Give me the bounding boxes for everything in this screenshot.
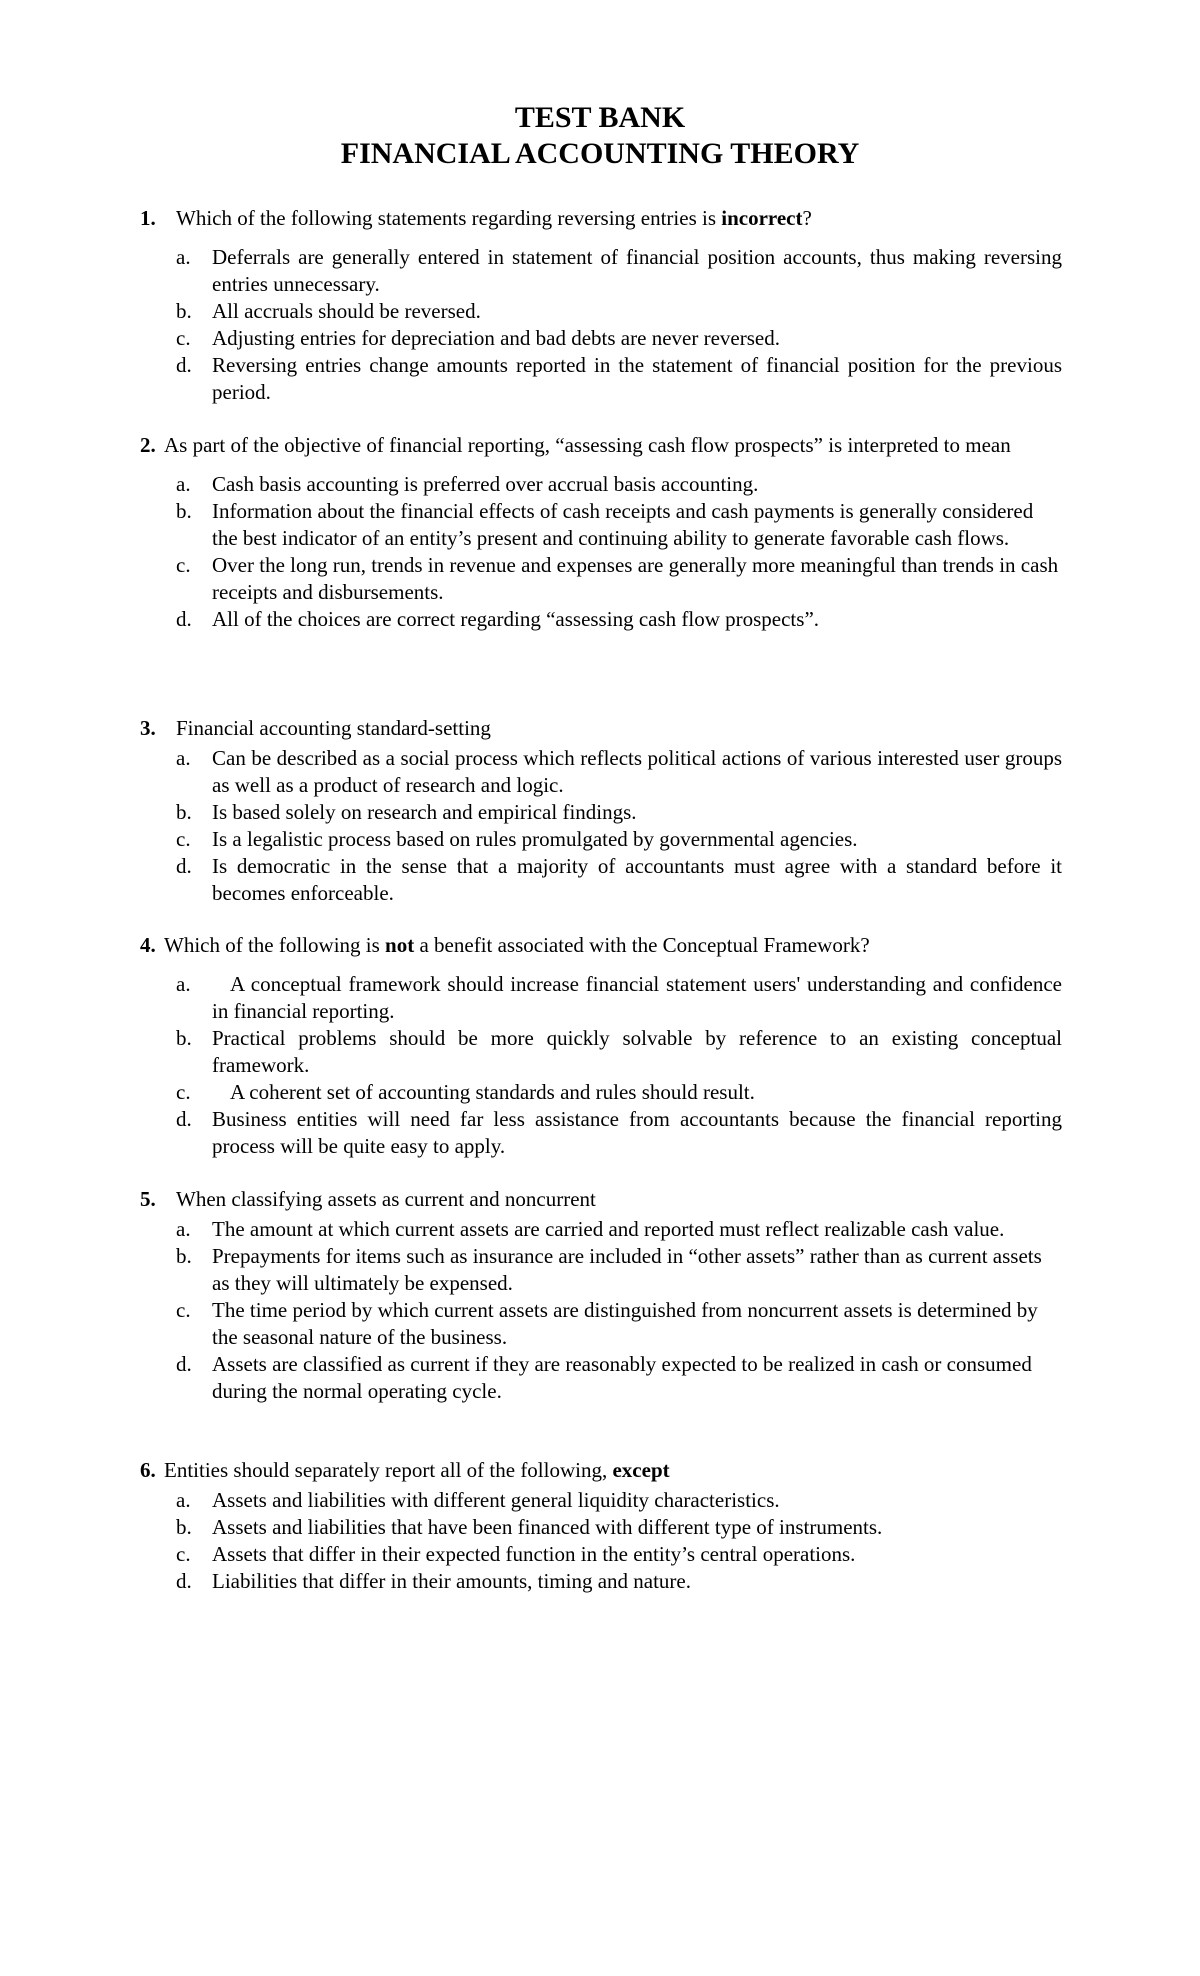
answer-option (140, 552, 1062, 606)
option-text: Liabilities that differ in their amounts, timing and nature. (212, 1569, 692, 1593)
answer-options (140, 1487, 1062, 1595)
question-stem (140, 432, 1062, 459)
answer-option (140, 244, 1062, 298)
answer-options (140, 1216, 1062, 1405)
answer-options (140, 244, 1062, 406)
question-stem-text: Which of the following statements regarding reversing entries is (176, 206, 722, 230)
question-stem-text: Entities should separately report all of the following, (164, 1458, 613, 1482)
question-4 (140, 932, 1062, 1160)
question-number: 5. (140, 1187, 156, 1211)
option-text: Is based solely on research and empirical findings. (212, 800, 637, 824)
option-text: The amount at which current assets are carried and reported must reflect realizable cash value. (212, 1217, 1005, 1241)
option-label: b. (176, 800, 192, 824)
question-stem-suffix: ? (802, 206, 812, 230)
question-stem-text: Which of the following is (164, 933, 386, 957)
question-6 (140, 1457, 1062, 1595)
option-text: A coherent set of accounting standards and rules should result. (230, 1080, 755, 1104)
option-label: c. (176, 326, 191, 350)
question-3 (140, 715, 1062, 907)
option-label: b. (176, 1244, 192, 1268)
option-label: a. (176, 245, 191, 269)
answer-option (140, 1568, 1062, 1595)
answer-option (140, 1514, 1062, 1541)
question-stem-text: When classifying assets as current and noncurrent (176, 1187, 596, 1211)
question-number: 3. (140, 716, 156, 740)
question-stem-text: As part of the objective of financial reporting, “assessing cash flow prospects” is interpreted to mean (164, 433, 1011, 457)
question-2 (140, 432, 1062, 633)
question-stem (140, 205, 1062, 232)
question-stem-text: Financial accounting standard-setting (176, 716, 491, 740)
document-title (0, 100, 1200, 172)
option-text: Business entities will need far less assistance from accountants because the financial reporting process will be quite easy to apply. (212, 1107, 1062, 1158)
option-text: Prepayments for items such as insurance are included in “other assets” rather than as current assets as they will ultimately be expensed. (212, 1244, 1042, 1295)
option-label: c. (176, 1298, 191, 1322)
option-label: d. (176, 1352, 192, 1376)
option-text: All of the choices are correct regarding “assessing cash flow prospects”. (212, 607, 820, 631)
answer-option (140, 1541, 1062, 1568)
question-stem (140, 1186, 1062, 1213)
option-label: a. (176, 1488, 191, 1512)
option-label: d. (176, 1107, 192, 1131)
option-label: a. (176, 472, 191, 496)
question-number: 6. (140, 1458, 156, 1482)
option-label: c. (176, 553, 191, 577)
question-stem (140, 932, 1062, 959)
question-stem-suffix: a benefit associated with the Conceptual Framework? (414, 933, 870, 957)
answer-option (140, 1216, 1062, 1243)
answer-option (140, 325, 1062, 352)
answer-option (140, 853, 1062, 907)
option-text: A conceptual framework should increase financial statement users' understanding and confidence in financial reporting. (212, 972, 1062, 1023)
option-label: a. (176, 1217, 191, 1241)
answer-option (140, 1079, 1062, 1106)
option-label: a. (176, 746, 191, 770)
question-stem (140, 715, 1062, 742)
option-label: d. (176, 353, 192, 377)
option-label: a. (176, 972, 191, 996)
answer-option (140, 799, 1062, 826)
answer-option (140, 1487, 1062, 1514)
option-text: Is a legalistic process based on rules promulgated by governmental agencies. (212, 827, 858, 851)
answer-option (140, 1025, 1062, 1079)
answer-options (140, 745, 1062, 907)
option-text: Practical problems should be more quickly solvable by reference to an existing conceptual framework. (212, 1026, 1062, 1077)
option-text: Cash basis accounting is preferred over accrual basis accounting. (212, 472, 759, 496)
option-text: Reversing entries change amounts reported in the statement of financial position for the previous period. (212, 353, 1062, 404)
option-text: The time period by which current assets are distinguished from noncurrent assets is determined by the seasonal nature of the business. (212, 1298, 1038, 1349)
question-stem-emphasis: except (612, 1458, 670, 1482)
answer-options (140, 971, 1062, 1160)
option-label: d. (176, 607, 192, 631)
answer-option (140, 606, 1062, 633)
question-stem (140, 1457, 1062, 1484)
option-label: c. (176, 1080, 191, 1104)
title-line-1: TEST BANK (514, 101, 686, 134)
option-text: Assets that differ in their expected function in the entity’s central operations. (212, 1542, 856, 1566)
option-text: Assets are classified as current if they are reasonably expected to be realized in cash or consumed during the normal operating cycle. (212, 1352, 1032, 1403)
question-stem-emphasis: incorrect (721, 206, 803, 230)
option-label: c. (176, 1542, 191, 1566)
question-number: 2. (140, 433, 156, 457)
answer-option (140, 1243, 1062, 1297)
option-label: c. (176, 827, 191, 851)
question-5 (140, 1186, 1062, 1405)
option-text: Assets and liabilities with different general liquidity characteristics. (212, 1488, 780, 1512)
answer-option (140, 745, 1062, 799)
answer-option (140, 298, 1062, 325)
option-text: Information about the financial effects of cash receipts and cash payments is generally considered the best indicator of an entity’s present and continuing ability to generate favorable cash flows. (212, 499, 1034, 550)
question-number: 4. (140, 933, 156, 957)
option-text: All accruals should be reversed. (212, 299, 481, 323)
option-label: d. (176, 854, 192, 878)
title-line-2: FINANCIAL ACCOUNTING THEORY (340, 137, 860, 170)
answer-option (140, 352, 1062, 406)
answer-option (140, 826, 1062, 853)
option-label: d. (176, 1569, 192, 1593)
option-text: Is democratic in the sense that a majority of accountants must agree with a standard before it becomes enforceable. (212, 854, 1062, 905)
option-text: Over the long run, trends in revenue and expenses are generally more meaningful than trends in cash receipts and disbursements. (212, 553, 1059, 604)
answer-option (140, 1351, 1062, 1405)
answer-option (140, 498, 1062, 552)
answer-option (140, 1106, 1062, 1160)
answer-option (140, 971, 1062, 1025)
question-1 (140, 205, 1062, 406)
option-label: b. (176, 299, 192, 323)
question-stem-emphasis: not (385, 933, 415, 957)
answer-option (140, 1297, 1062, 1351)
answer-option (140, 471, 1062, 498)
option-text: Assets and liabilities that have been financed with different type of instruments. (212, 1515, 883, 1539)
option-label: b. (176, 1026, 192, 1050)
option-label: b. (176, 499, 192, 523)
answer-options (140, 471, 1062, 633)
question-number: 1. (140, 206, 156, 230)
option-label: b. (176, 1515, 192, 1539)
option-text: Adjusting entries for depreciation and bad debts are never reversed. (212, 326, 780, 350)
option-text: Can be described as a social process which reflects political actions of various interested user groups as well as a product of research and logic. (212, 746, 1062, 797)
option-text: Deferrals are generally entered in statement of financial position accounts, thus making reversing entries unnecessary. (212, 245, 1062, 296)
